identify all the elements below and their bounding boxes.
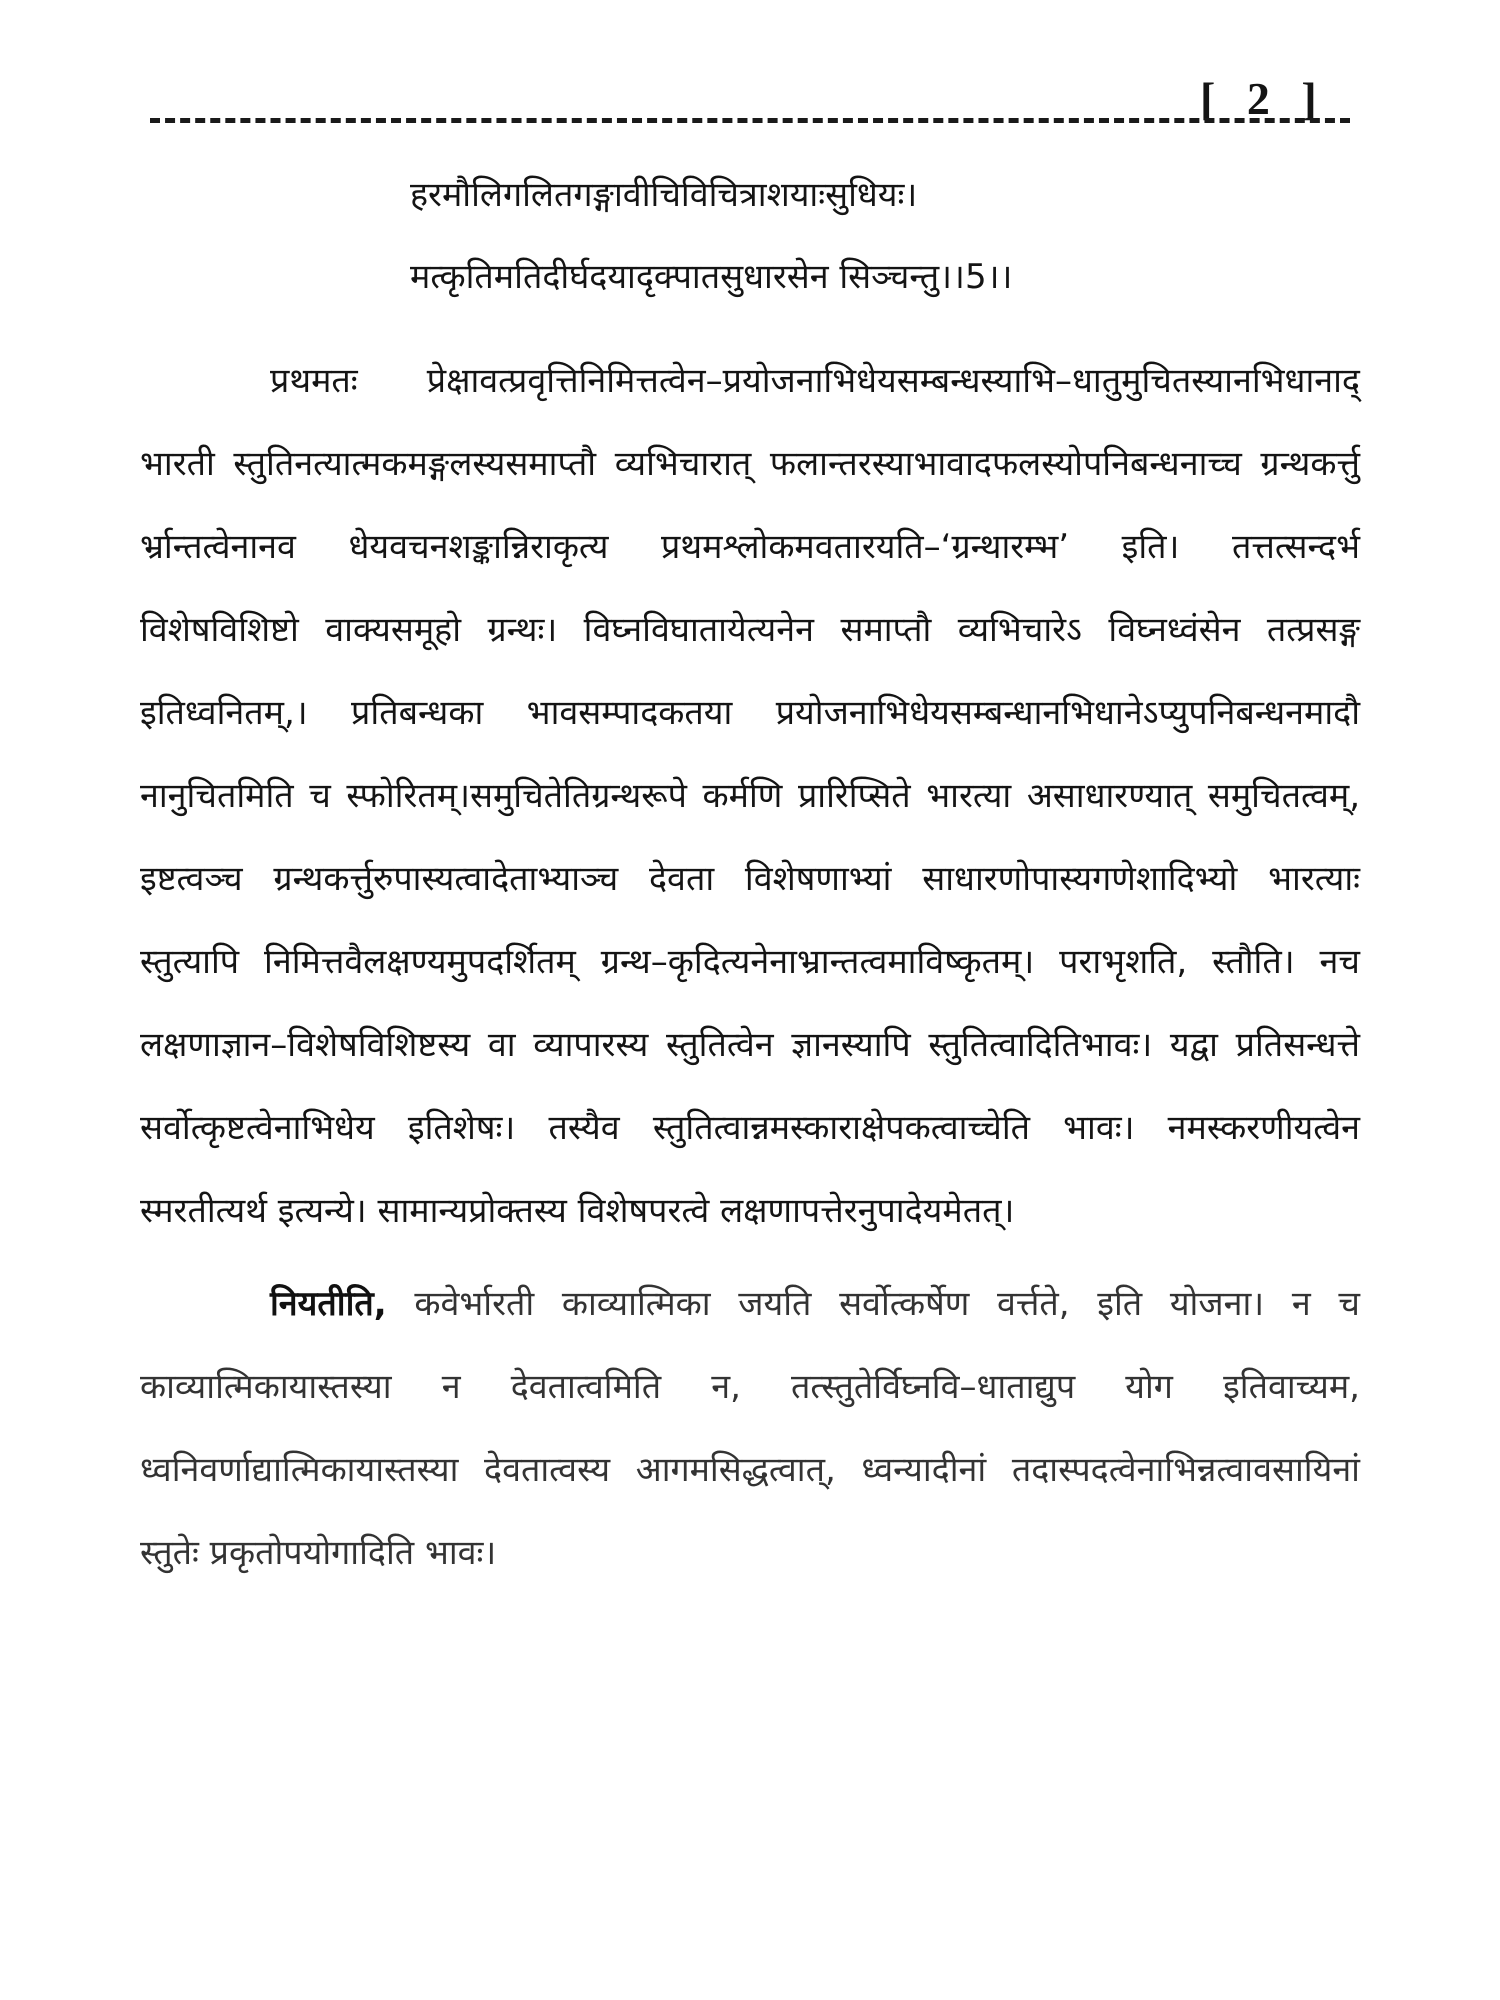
page-number: [ 2 ] — [1200, 73, 1327, 124]
paragraph-lead-word: नियतीति, — [270, 1284, 387, 1324]
verse-line-2: मत्कृतिमतिदीर्घदयादृक्पातसुधारसेन सिञ्चन्तु।।5।। — [410, 257, 1013, 297]
commentary-paragraph-2 — [140, 1263, 1360, 1595]
paragraph-2-text: कवेर्भारती काव्यात्मिका जयति सर्वोत्कर्षेण वर्त्तते, इति योजना। न च काव्यात्मिकायास्तस्या न देवतात्वमिति न, तत्स्तुतेर्विघ्नवि–धाताद्युप योग इतिवाच्यम, ध्वनिवर्णाद्यात्मिकायास्तस्या देवतात्वस्य आगमसिद्धत्वात्, ध्वन्यादीनां तदास्पदत्वेनाभिन्नत्वावसायिनां स्तुतेः प्रकृतोपयोगादिति भावः। — [140, 1284, 1360, 1573]
header-dashed-rule — [150, 118, 1350, 123]
commentary-body — [140, 340, 1360, 1595]
verse-line-1: हरमौलिगलितगङ्गावीचिविचित्राशयाःसुधियः। — [410, 175, 918, 215]
commentary-paragraph-1: प्रथमतः प्रेक्षावत्प्रवृत्तिनिमित्तत्वेन–प्रयोजनाभिधेयसम्बन्धस्याभि–धातुमुचितस्यानभिधानाद् भारती स्तुतिनत्यात्मकमङ्गलस्यसमाप्तौ व्यभिचारात् फलान्तरस्याभावादफलस्योपनिबन्धनाच्च ग्रन्थकर्त्तु र्भ्रान्तत्वेनानव धेयवचनशङ्कान्निराकृत्य प्रथमश्लोकमवतारयति–‘ग्रन्थारम्भ’ इति। तत्तत्सन्दर्भ विशेषविशिष्टो वाक्यसमूहो ग्रन्थः। विघ्नविघातायेत्यनेन समाप्तौ व्यभिचारेऽ विघ्नध्वंसेन तत्प्रसङ्ग इतिध्वनितम्,। प्रतिबन्धका भावसम्पादकतया प्रयोजनाभिधेयसम्बन्धानभिधानेऽप्युपनिबन्धनमादौ नानुचितमिति च स्फोरितम्।समुचितेतिग्रन्थरूपे कर्मणि प्रारिप्सिते भारत्या असाधारण्यात् समुचितत्वम्, इष्टत्वञ्च ग्रन्थकर्त्तुरुपास्यत्वादेताभ्याञ्च देवता विशेषणाभ्यां साधारणोपास्यगणेशादिभ्यो भारत्याः स्तुत्यापि निमित्तवैलक्षण्यमुपदर्शितम् ग्रन्थ–कृदित्यनेनाभ्रान्तत्वमाविष्कृतम्। पराभृशति, स्तौति। नच लक्षणाज्ञान–विशेषविशिष्टस्य वा व्यापारस्य स्तुतित्वेन ज्ञानस्यापि स्तुतित्वादितिभावः। यद्वा प्रतिसन्धत्ते सर्वोत्कृष्टत्वेनाभिधेय इतिशेषः। तस्यैव स्तुतित्वान्नमस्काराक्षेपकत्वाच्चेति भावः। नमस्करणीयत्वेन स्मरतीत्यर्थ इत्यन्ये। सामान्यप्रोक्तस्य विशेषपरत्वे लक्षणापत्तेरनुपादेयमेतत्। — [140, 361, 1360, 1231]
